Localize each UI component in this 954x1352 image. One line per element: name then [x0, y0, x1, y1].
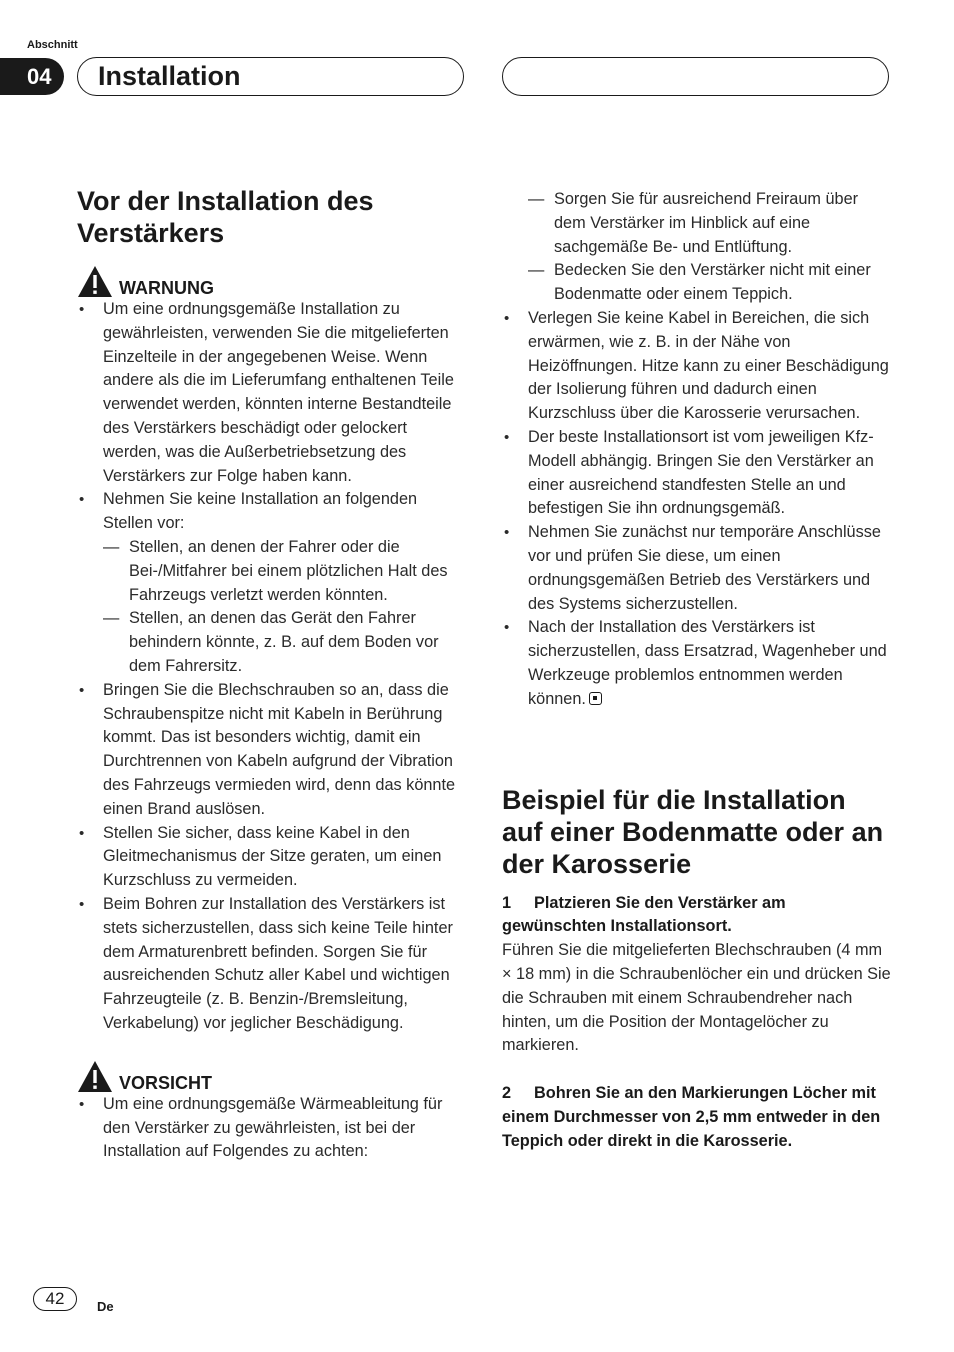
header-right-frame	[502, 57, 889, 96]
left-column	[77, 185, 465, 1164]
heading-before-installation: Vor der Installation des Verstärkers	[77, 186, 374, 248]
heading-installation-example: Beispiel für die Installation auf einer Bodenmatte oder an der Karosserie	[502, 784, 884, 879]
step-title-text: Platzieren Sie den Verstärker am gewünschten Installationsort.	[502, 893, 786, 936]
right-column	[502, 188, 892, 1154]
list-item: • Verlegen Sie keine Kabel in Bereichen, die sich erwärmen, wie z. B. in der Nähe von Heizöffnungen. Hitze kann zu einer Beschädigung der Isolierung führen und dadurch einen Kurzschluss über die Karosserie verursachen.	[502, 307, 892, 426]
list-item	[502, 616, 892, 711]
step-1-body: Führen Sie die mitgelieferten Blechschrauben (4 mm × 18 mm) in die Schraubenlöcher ein und drücken Sie die Schrauben mit einem Schraubendreher nach hinten, um die Position der Montagelöcher zu markieren.	[502, 941, 891, 1055]
warning-label: WARNUNG	[119, 278, 214, 298]
step-2	[502, 1082, 892, 1153]
list-item: • Beim Bohren zur Installation des Verstärkers ist stets sicherzustellen, dass sich keine Teile hinter dem Armaturenbrett befinden. Sorgen Sie für ausreichenden Schutz aller Kabel und wichtigen Fahrzeugteile (z. B. Benzin-/Bremsleitung, Verkabelung) vor jeglicher Beschädigung.	[77, 893, 465, 1036]
list-item-text: Nach der Installation des Verstärkers ist sicherzustellen, dass Ersatzrad, Wagenheber und Werkzeuge problemlos entnommen werden können.	[528, 618, 887, 708]
ventilation-sublist	[502, 188, 892, 307]
caution-label: VORSICHT	[119, 1072, 213, 1093]
step-number: 2	[502, 1084, 512, 1103]
list-item: • Um eine ordnungsgemäße Installation zu gewährleisten, verwenden Sie die mitgelieferten Einzelteile in der angegebenen Weise. Wenn andere als die im Lieferumfang enthaltenen Teile verwendet werden, könnten interne Bestandteile des Verstärkers beschädigt oder gelockert werden, was die Außerbetriebsetzung des Verstärkers zur Folge haben kann.	[77, 298, 465, 488]
warning-header	[77, 265, 465, 298]
list-item: • Bringen Sie die Blechschrauben so an, dass die Schraubenspitze nicht mit Kabeln in Berührung kommt. Das ist besonders wichtig, damit ein Durchtrennen von Kabeln aufgrund der Vibration des Fahrzeugs vermieden wird, denn das könnte einen Brand auslösen.	[77, 679, 465, 822]
warning-triangle-icon	[77, 265, 113, 298]
page-number: 42	[33, 1287, 77, 1311]
section-label: Abschnitt	[27, 39, 78, 51]
caution-list-continued	[502, 307, 892, 712]
sublist-item: — Bedecken Sie den Verstärker nicht mit einer Bodenmatte oder einem Teppich.	[528, 259, 892, 307]
section-title: Installation	[77, 57, 464, 96]
section-number-tab: 04	[0, 58, 64, 95]
step-number: 1	[502, 893, 512, 912]
list-item: • Um eine ordnungsgemäße Wärmeableitung für den Verstärker zu gewährleisten, ist bei der Installation auf Folgendes zu achten:	[77, 1093, 465, 1164]
language-code: De	[97, 1299, 114, 1314]
warning-list	[77, 298, 465, 1036]
step-1	[502, 892, 892, 1059]
list-item	[77, 488, 465, 678]
location-sublist	[103, 536, 465, 679]
list-item: • Stellen Sie sicher, dass keine Kabel in den Gleitmechanismus der Sitze geraten, um einen Kurzschluss zu vermeiden.	[77, 822, 465, 893]
list-item: • Der beste Installationsort ist vom jeweiligen Kfz-Modell abhängig. Bringen Sie den Verstärker an einer ausreichend standfesten Stelle an und befestigen Sie ihn ordnungsgemäß.	[502, 426, 892, 521]
end-mark-icon	[589, 692, 602, 705]
step-title-text: Bohren Sie an den Markierungen Löcher mit einem Durchmesser von 2,5 mm entweder in den Teppich oder direkt in die Karosserie.	[502, 1084, 881, 1150]
sublist-item: — Stellen, an denen das Gerät den Fahrer behindern könnte, z. B. auf dem Boden vor dem Fahrersitz.	[103, 607, 465, 678]
list-item: • Nehmen Sie zunächst nur temporäre Anschlüsse vor und prüfen Sie diese, um einen ordnungsgemäßen Betrieb des Verstärkers und des Systems sicherzustellen.	[502, 521, 892, 616]
caution-triangle-icon	[77, 1060, 113, 1093]
sublist-item: — Stellen, an denen der Fahrer oder die Bei-/Mitfahrer bei einem plötzlichen Halt des Fahrzeugs verletzt werden könnten.	[103, 536, 465, 607]
step-2-title	[502, 1082, 892, 1153]
list-item-text: Nehmen Sie keine Installation an folgenden Stellen vor:	[103, 490, 418, 533]
caution-list	[77, 1093, 465, 1164]
caution-header	[77, 1060, 465, 1093]
step-1-title	[502, 892, 892, 940]
sublist-item: — Sorgen Sie für ausreichend Freiraum über dem Verstärker im Hinblick auf eine sachgemäße Be- und Entlüftung.	[528, 188, 892, 259]
